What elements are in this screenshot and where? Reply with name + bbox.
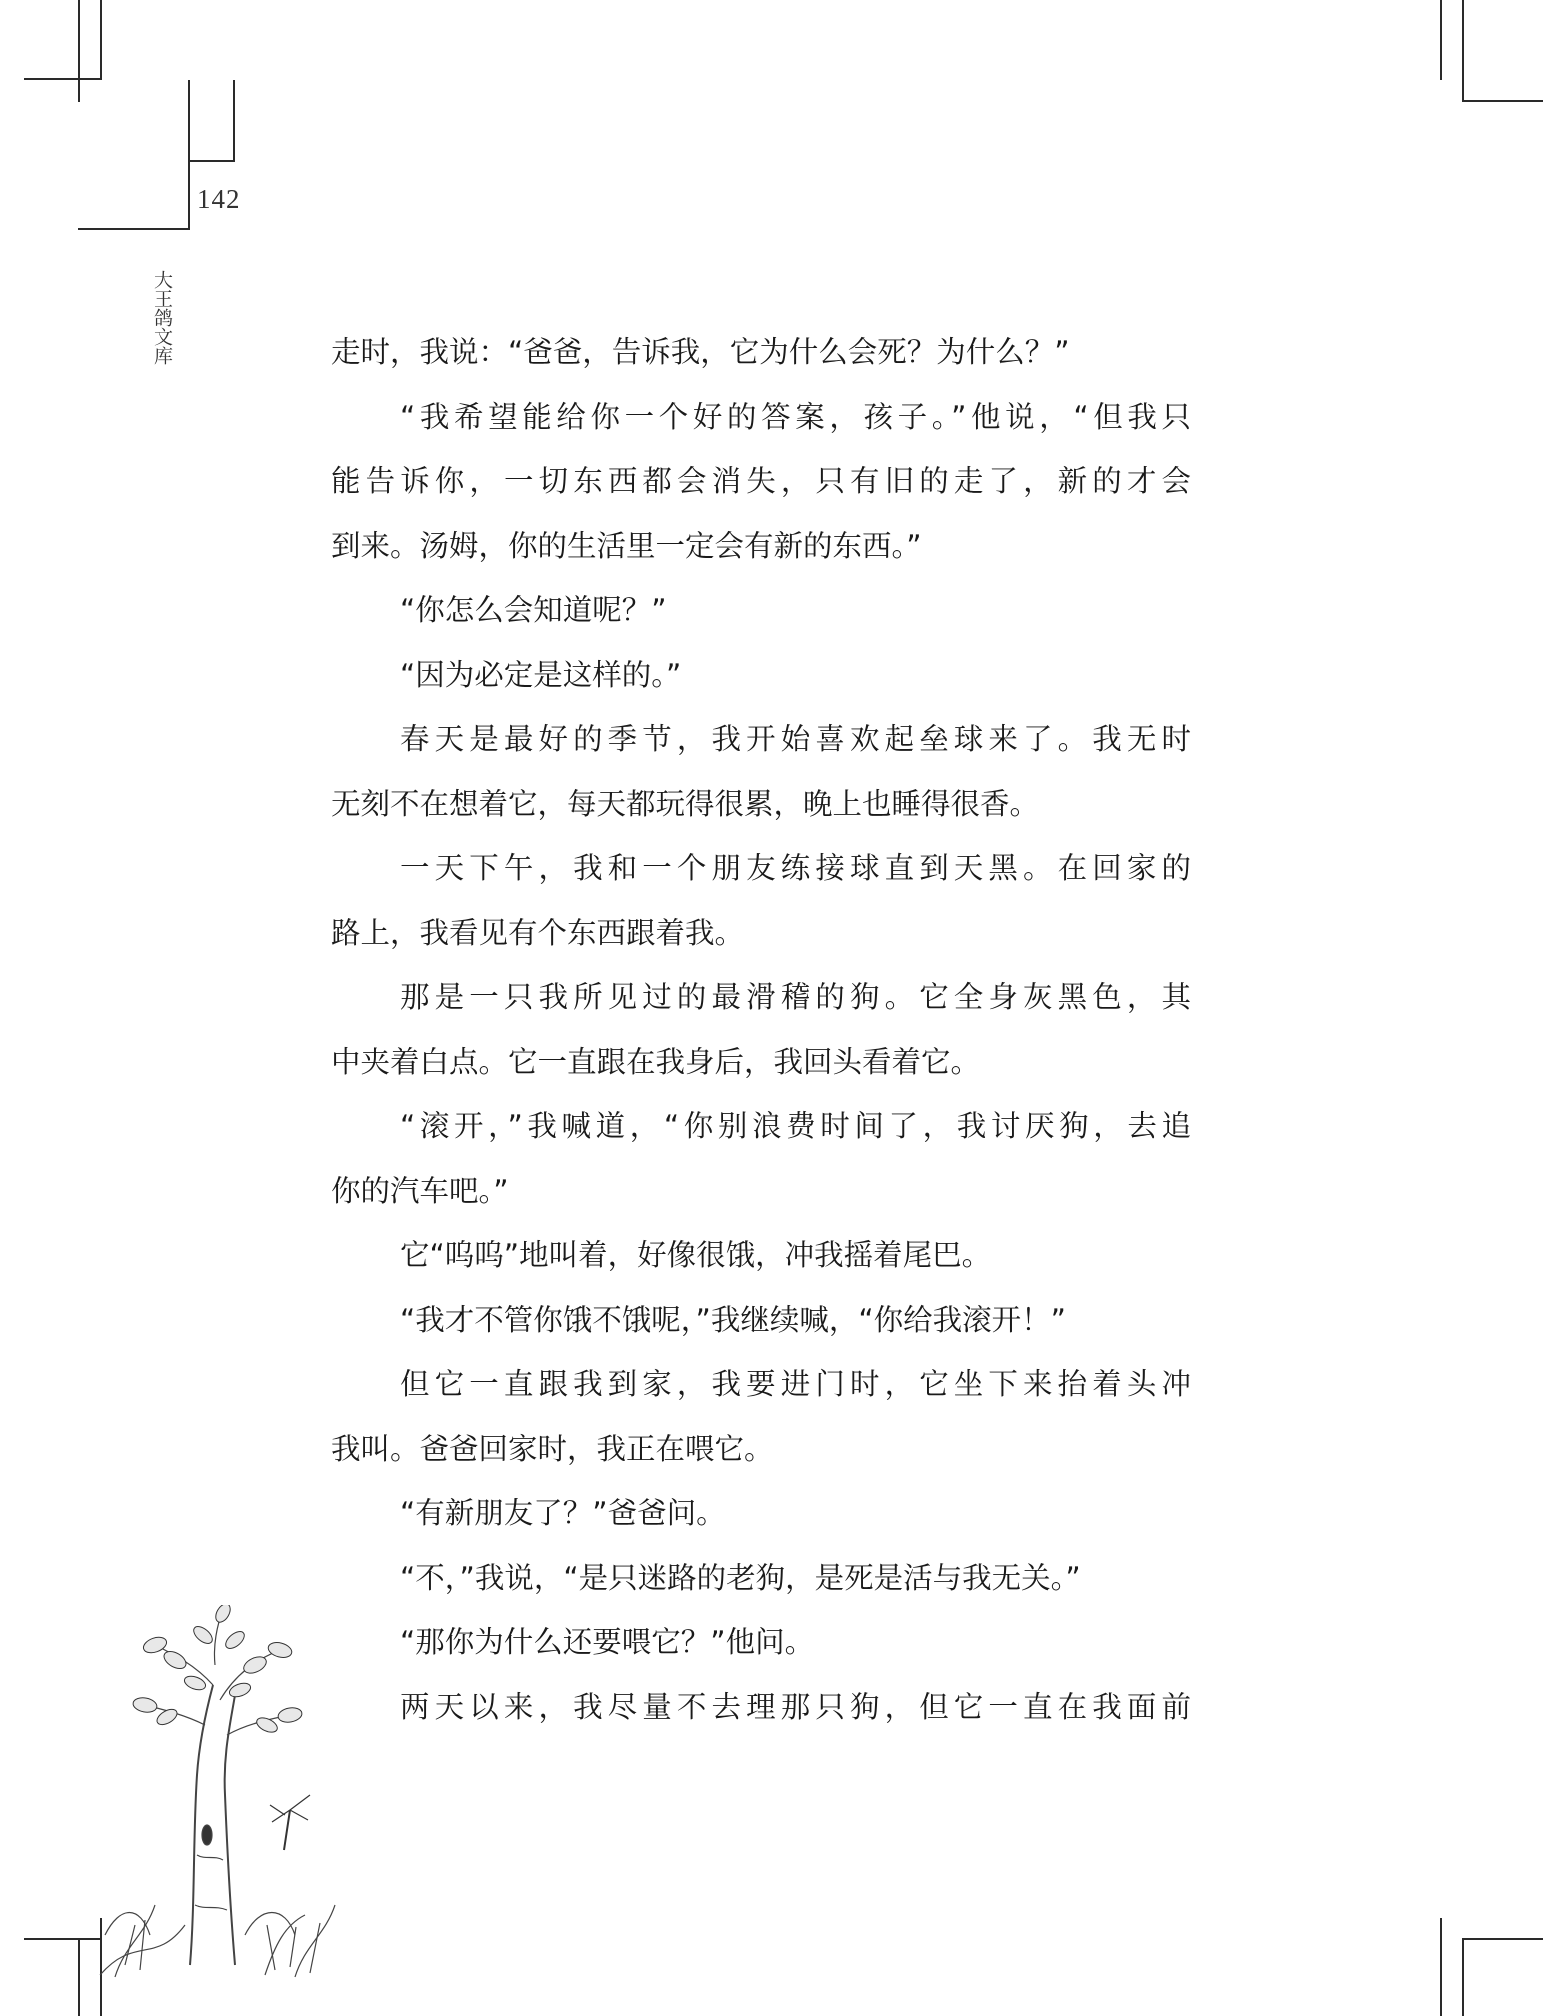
- series-title: 大王鸽文库: [151, 270, 173, 365]
- text-line: “有新朋友了？”爸爸问。: [400, 1496, 726, 1530]
- text-line: “我才不管你饿不饿呢，”我继续喊，“你给我滚开！”: [400, 1302, 1066, 1337]
- text-line: 两天以来，我尽量不去理那只狗，但它一直在我面前: [400, 1689, 1191, 1724]
- text-line: 春天是最好的季节，我开始喜欢起垒球来了。我无时: [400, 722, 1191, 756]
- text-line: 一天下午，我和一个朋友练接球直到天黑。在回家的: [400, 851, 1191, 885]
- text-line: 能告诉你，一切东西都会消失，只有旧的走了，新的才会: [331, 464, 1191, 498]
- text-line: “不，”我说，“是只迷路的老狗，是死是活与我无关。”: [400, 1560, 1081, 1595]
- text-line: 无刻不在想着它，每天都玩得很累，晚上也睡得很香。: [331, 786, 1040, 821]
- text-line: 走时，我说：“爸爸，告诉我，它为什么会死？为什么？”: [331, 335, 1070, 369]
- text-line: “因为必定是这样的。”: [400, 657, 682, 692]
- text-line: “滚开，”我喊道，“你别浪费时间了，我讨厌狗，去追: [400, 1109, 1191, 1143]
- text-line: 但它一直跟我到家，我要进门时，它坐下来抬着头冲: [400, 1367, 1191, 1401]
- text-line: 它“呜呜”地叫着，好像很饿，冲我摇着尾巴。: [400, 1238, 992, 1272]
- text-line: 那是一只我所见过的最滑稽的狗。它全身灰黑色，其: [400, 980, 1191, 1014]
- text-line: 路上，我看见有个东西跟着我。: [331, 915, 745, 950]
- body-text: [331, 320, 1191, 1739]
- text-line: 中夹着白点。它一直跟在我身后，我回头看着它。: [331, 1044, 981, 1079]
- text-line: “你怎么会知道呢？”: [400, 593, 667, 627]
- tree-illustration: [95, 1605, 340, 1985]
- text-line: 你的汽车吧。”: [331, 1173, 509, 1208]
- text-line: 我叫。爸爸回家时，我正在喂它。: [331, 1431, 774, 1466]
- text-line: “那你为什么还要喂它？”他问。: [400, 1625, 815, 1659]
- page-number: 142: [197, 184, 241, 214]
- text-line: “我希望能给你一个好的答案，孩子。”他说，“但我只: [400, 399, 1191, 434]
- text-line: 到来。汤姆，你的生活里一定会有新的东西。”: [331, 528, 922, 563]
